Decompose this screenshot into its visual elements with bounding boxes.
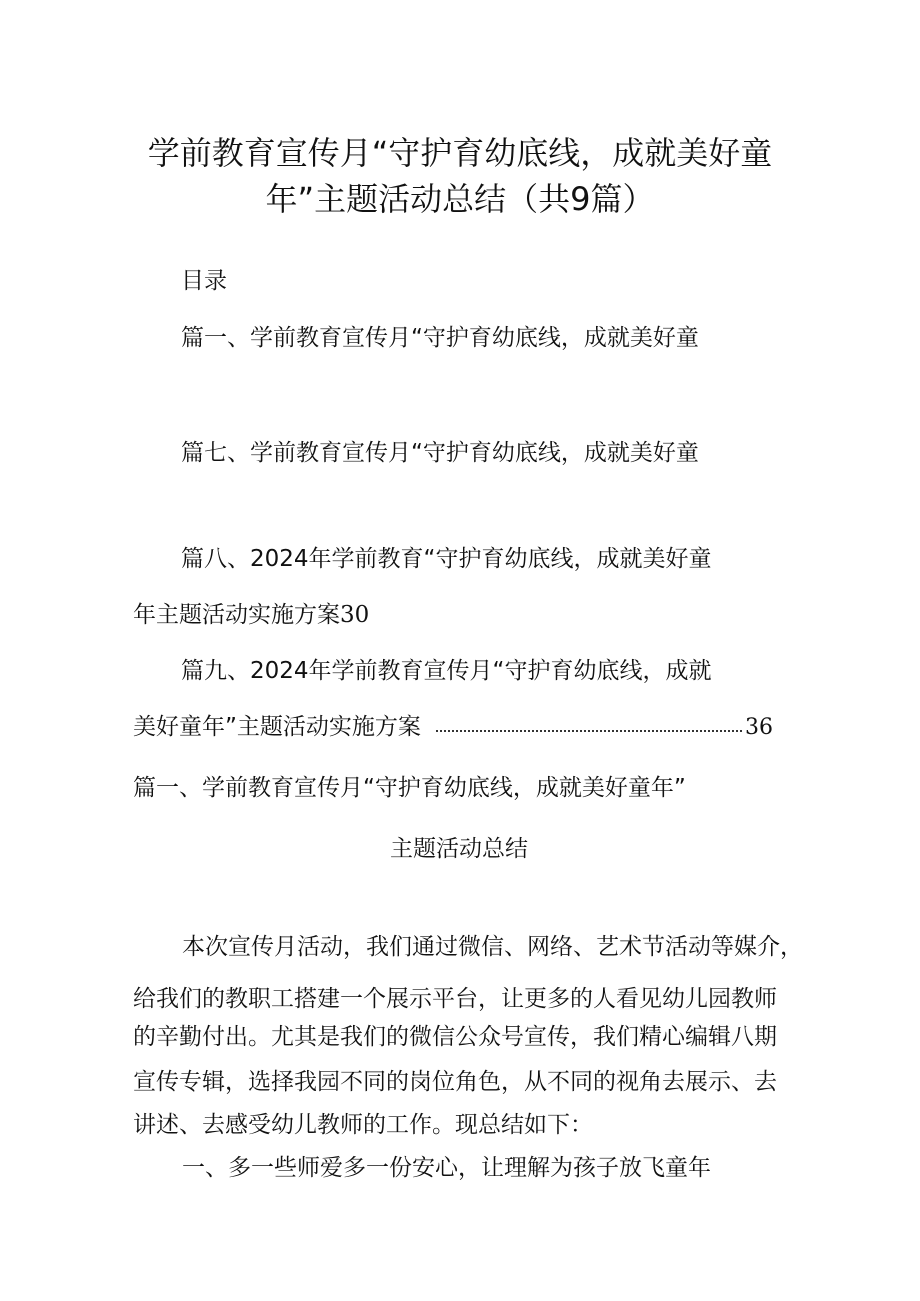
toc-item-8-line-2[interactable] (133, 600, 369, 630)
toc-item-8-line-1[interactable]: 篇八、2024年学前教育“守护育幼底线，成就美好童 (181, 546, 712, 572)
article-heading-line-2: 主题活动总结 (390, 836, 528, 862)
paragraph-line-4: 宣传专辑，选择我园不同的岗位角色，从不同的视角去展示、去 (133, 1069, 777, 1095)
toc-item-9-page: 36 (745, 715, 773, 740)
document-title (120, 130, 800, 222)
toc-leader-dots (436, 726, 742, 732)
paragraph-line-3: 的辛勤付出。尤其是我们的微信公众号宣传，我们精心编辑八期 (133, 1024, 777, 1050)
toc-item-9-line-2[interactable]: 美好童年”主题活动实施方案 (133, 714, 421, 740)
title-line-1: 学前教育宣传月“守护育幼底线，成就美好童 (147, 134, 773, 172)
toc-item-8-page: 30 (340, 602, 370, 628)
section-heading-1: 一、多一些师爱多一份安心，让理解为孩子放飞童年 (182, 1155, 711, 1181)
toc-item-9-line-1[interactable]: 篇九、2024年学前教育宣传月“守护育幼底线，成就 (181, 658, 712, 684)
paragraph-line-5: 讲述、去感受幼儿教师的工作。现总结如下： (133, 1112, 593, 1138)
toc-item-8-title: 年主题活动实施方案 (133, 602, 340, 628)
paragraph-line-1: 本次宣传月活动，我们通过微信、网络、艺术节活动等媒介， (182, 934, 803, 960)
article-heading-line-1: 篇一、学前教育宣传月“守护育幼底线，成就美好童年” (133, 775, 686, 801)
title-line-2: 年”主题活动总结（共9篇） (265, 180, 655, 218)
toc-item-1[interactable]: 篇一、学前教育宣传月“守护育幼底线，成就美好童 (181, 325, 699, 351)
toc-item-7[interactable]: 篇七、学前教育宣传月“守护育幼底线，成就美好童 (181, 440, 699, 466)
toc-heading: 目录 (181, 268, 227, 294)
paragraph-line-2: 给我们的教职工搭建一个展示平台，让更多的人看见幼儿园教师 (133, 986, 777, 1012)
